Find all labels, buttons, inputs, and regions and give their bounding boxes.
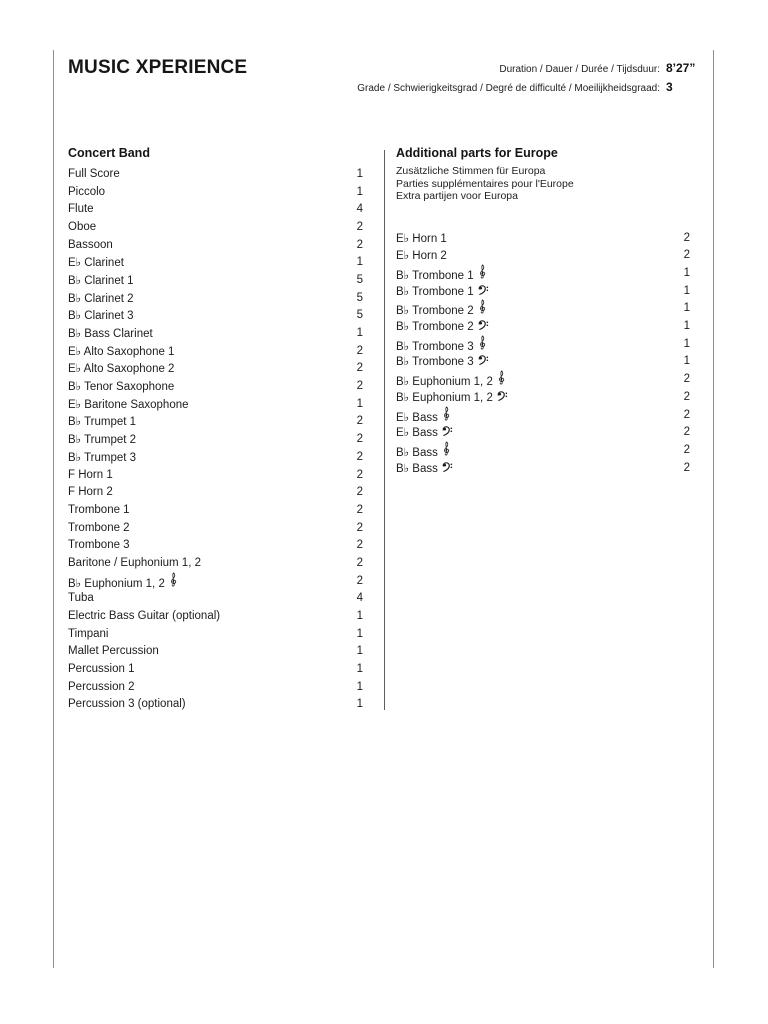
subheading-french: Parties supplémentaires pour l'Europe bbox=[396, 177, 574, 190]
part-quantity: 4 bbox=[356, 592, 363, 605]
part-name: Percussion 3 (optional) bbox=[68, 698, 186, 711]
part-row bbox=[68, 324, 363, 342]
part-quantity: 2 bbox=[356, 521, 363, 534]
treble-clef-icon bbox=[478, 299, 487, 314]
bass-clef-icon bbox=[478, 355, 489, 365]
part-quantity: 4 bbox=[356, 203, 363, 216]
part-name: Trombone 2 bbox=[68, 521, 130, 534]
grade-value: 3 bbox=[666, 80, 673, 94]
part-name: E♭ Alto Saxophone 1 bbox=[68, 345, 175, 358]
part-quantity: 1 bbox=[356, 610, 363, 623]
page-title: MUSIC XPERIENCE bbox=[68, 57, 248, 78]
part-row bbox=[68, 554, 363, 572]
treble-clef-icon bbox=[169, 572, 178, 587]
treble-clef-icon bbox=[478, 264, 487, 279]
part-name: B♭ Trumpet 3 bbox=[68, 451, 137, 464]
part-name: Percussion 2 bbox=[68, 680, 135, 693]
part-row bbox=[68, 590, 363, 608]
part-name: B♭ Trumpet 2 bbox=[68, 434, 137, 447]
header bbox=[68, 58, 710, 97]
part-quantity: 2 bbox=[356, 238, 363, 251]
part-quantity: 1 bbox=[356, 627, 363, 640]
part-quantity: 1 bbox=[356, 256, 363, 269]
part-quantity: 2 bbox=[683, 390, 690, 403]
treble-clef-icon bbox=[442, 441, 451, 456]
part-row bbox=[68, 253, 363, 271]
part-quantity: 1 bbox=[356, 680, 363, 693]
part-quantity: 1 bbox=[356, 327, 363, 340]
part-quantity: 5 bbox=[356, 309, 363, 322]
part-quantity: 2 bbox=[683, 373, 690, 386]
part-quantity: 2 bbox=[683, 231, 690, 244]
part-row bbox=[68, 200, 363, 218]
concert-band-list bbox=[68, 165, 363, 713]
part-name: B♭ Trombone 2 bbox=[396, 319, 489, 333]
part-row bbox=[68, 183, 363, 201]
part-row bbox=[68, 607, 363, 625]
part-name: F Horn 2 bbox=[68, 486, 113, 499]
part-row bbox=[396, 388, 690, 406]
part-name: Oboe bbox=[68, 220, 97, 233]
meta-block bbox=[357, 58, 710, 97]
part-name: E♭ Bass bbox=[396, 425, 453, 439]
concert-band-heading: Concert Band bbox=[68, 146, 150, 160]
part-row bbox=[396, 317, 690, 335]
part-quantity: 2 bbox=[356, 220, 363, 233]
part-quantity: 1 bbox=[356, 663, 363, 676]
right-page-rule bbox=[713, 50, 714, 968]
part-row bbox=[68, 342, 363, 360]
part-name: Timpani bbox=[68, 627, 109, 640]
part-row bbox=[396, 282, 690, 300]
part-quantity: 2 bbox=[356, 539, 363, 552]
part-row bbox=[68, 448, 363, 466]
part-name: B♭ Bass Clarinet bbox=[68, 328, 153, 341]
part-quantity: 1 bbox=[683, 320, 690, 333]
part-quantity: 5 bbox=[356, 273, 363, 286]
additional-parts-list bbox=[396, 229, 690, 477]
part-row bbox=[68, 625, 363, 643]
part-row bbox=[68, 501, 363, 519]
part-row bbox=[68, 377, 363, 395]
part-name: E♭ Alto Saxophone 2 bbox=[68, 363, 175, 376]
part-name: E♭ Horn 2 bbox=[396, 250, 447, 263]
part-quantity: 1 bbox=[356, 698, 363, 711]
part-name: B♭ Clarinet 1 bbox=[68, 274, 134, 287]
part-name: B♭ Trombone 1 bbox=[396, 264, 487, 282]
part-row bbox=[68, 413, 363, 431]
part-quantity: 1 bbox=[683, 337, 690, 350]
part-quantity: 5 bbox=[356, 291, 363, 304]
part-row bbox=[396, 423, 690, 441]
subheading-dutch: Extra partijen voor Europa bbox=[396, 190, 518, 203]
part-quantity: 1 bbox=[356, 645, 363, 658]
bass-clef-icon bbox=[442, 426, 453, 436]
additional-parts-heading: Additional parts for Europe bbox=[396, 146, 558, 160]
part-quantity: 2 bbox=[356, 556, 363, 569]
part-quantity: 2 bbox=[683, 249, 690, 262]
part-name: B♭ Euphonium 1, 2 bbox=[396, 390, 508, 404]
part-name: Trombone 3 bbox=[68, 539, 130, 552]
part-name: E♭ Bass bbox=[396, 406, 451, 424]
part-name: Electric Bass Guitar (optional) bbox=[68, 610, 221, 623]
part-quantity: 2 bbox=[356, 486, 363, 499]
part-name: B♭ Clarinet 3 bbox=[68, 310, 134, 323]
part-name: B♭ Clarinet 2 bbox=[68, 292, 134, 305]
part-quantity: 2 bbox=[683, 443, 690, 456]
part-row bbox=[68, 660, 363, 678]
additional-parts-section bbox=[396, 146, 690, 476]
part-row bbox=[396, 441, 690, 459]
part-name: B♭ Bass bbox=[396, 441, 451, 459]
treble-clef-icon bbox=[478, 335, 487, 350]
bass-clef-icon bbox=[497, 391, 508, 401]
part-name: F Horn 1 bbox=[68, 468, 113, 481]
part-name: B♭ Trumpet 1 bbox=[68, 416, 137, 429]
column-divider bbox=[384, 150, 385, 710]
part-quantity: 1 bbox=[683, 302, 690, 315]
bass-clef-icon bbox=[442, 462, 453, 472]
part-name: B♭ Trombone 3 bbox=[396, 354, 489, 368]
grade-row bbox=[357, 79, 710, 97]
left-page-rule bbox=[53, 50, 54, 968]
part-row bbox=[68, 165, 363, 183]
part-row bbox=[68, 678, 363, 696]
part-name: E♭ Baritone Saxophone bbox=[68, 398, 189, 411]
part-quantity: 2 bbox=[356, 362, 363, 375]
duration-row bbox=[357, 60, 710, 78]
duration-value: 8’27” bbox=[666, 61, 696, 75]
part-quantity: 2 bbox=[683, 426, 690, 439]
part-row bbox=[396, 370, 690, 388]
part-row bbox=[68, 271, 363, 289]
part-row bbox=[68, 572, 363, 590]
part-quantity: 1 bbox=[683, 355, 690, 368]
part-name: B♭ Euphonium 1, 2 bbox=[396, 370, 506, 388]
part-row bbox=[396, 335, 690, 353]
part-name: Percussion 1 bbox=[68, 663, 135, 676]
bass-clef-icon bbox=[478, 285, 489, 295]
part-row bbox=[68, 218, 363, 236]
part-quantity: 1 bbox=[356, 185, 363, 198]
part-name: B♭ Trombone 2 bbox=[396, 299, 487, 317]
part-row bbox=[396, 264, 690, 282]
part-name: E♭ Clarinet bbox=[68, 257, 124, 270]
part-quantity: 1 bbox=[356, 397, 363, 410]
part-name: Flute bbox=[68, 203, 94, 216]
part-row bbox=[68, 643, 363, 661]
part-quantity: 2 bbox=[356, 344, 363, 357]
part-name: Tuba bbox=[68, 592, 94, 605]
part-quantity: 2 bbox=[356, 380, 363, 393]
part-name: B♭ Trombone 1 bbox=[396, 284, 489, 298]
additional-parts-subheadings bbox=[396, 165, 690, 203]
part-name: B♭ Tenor Saxophone bbox=[68, 381, 175, 394]
part-row bbox=[396, 406, 690, 424]
part-row bbox=[396, 300, 690, 318]
part-name: Trombone 1 bbox=[68, 503, 130, 516]
part-quantity: 2 bbox=[356, 433, 363, 446]
part-row bbox=[68, 483, 363, 501]
grade-label: Grade / Schwierigkeitsgrad / Degré de difficulté / Moeilijkheidsgraad: bbox=[357, 83, 660, 94]
part-quantity: 2 bbox=[683, 461, 690, 474]
part-row bbox=[396, 229, 690, 247]
part-quantity: 2 bbox=[356, 415, 363, 428]
part-quantity: 1 bbox=[683, 267, 690, 279]
part-row bbox=[396, 353, 690, 371]
part-name: E♭ Horn 1 bbox=[396, 232, 447, 245]
part-name: Mallet Percussion bbox=[68, 645, 159, 658]
part-name: Baritone / Euphonium 1, 2 bbox=[68, 556, 201, 569]
part-row bbox=[68, 289, 363, 307]
part-row bbox=[68, 430, 363, 448]
part-quantity: 1 bbox=[683, 284, 690, 297]
part-quantity: 2 bbox=[356, 450, 363, 463]
duration-label: Duration / Dauer / Durée / Tijdsduur: bbox=[499, 64, 660, 75]
part-name: Full Score bbox=[68, 167, 120, 180]
part-name: Bassoon bbox=[68, 238, 113, 251]
subheading-german: Zusätzliche Stimmen für Europa bbox=[396, 165, 546, 177]
part-row bbox=[68, 307, 363, 325]
part-name: B♭ Trombone 3 bbox=[396, 335, 487, 353]
part-quantity: 1 bbox=[356, 167, 363, 180]
part-quantity: 2 bbox=[356, 468, 363, 481]
part-quantity: 2 bbox=[683, 408, 690, 421]
part-row bbox=[68, 696, 363, 714]
part-row bbox=[68, 519, 363, 537]
bass-clef-icon bbox=[478, 320, 489, 330]
part-row bbox=[68, 360, 363, 378]
part-row bbox=[68, 536, 363, 554]
part-name: B♭ Euphonium 1, 2 bbox=[68, 572, 178, 590]
part-name: B♭ Bass bbox=[396, 461, 453, 475]
part-quantity: 2 bbox=[356, 574, 363, 587]
part-row bbox=[68, 395, 363, 413]
part-row bbox=[68, 466, 363, 484]
part-name: Piccolo bbox=[68, 185, 106, 198]
part-quantity: 2 bbox=[356, 503, 363, 516]
concert-band-section bbox=[68, 146, 363, 713]
part-row bbox=[68, 236, 363, 254]
instrumentation-columns bbox=[68, 146, 690, 713]
treble-clef-icon bbox=[442, 406, 451, 421]
part-row bbox=[396, 459, 690, 477]
treble-clef-icon bbox=[497, 370, 506, 385]
part-row bbox=[396, 246, 690, 264]
